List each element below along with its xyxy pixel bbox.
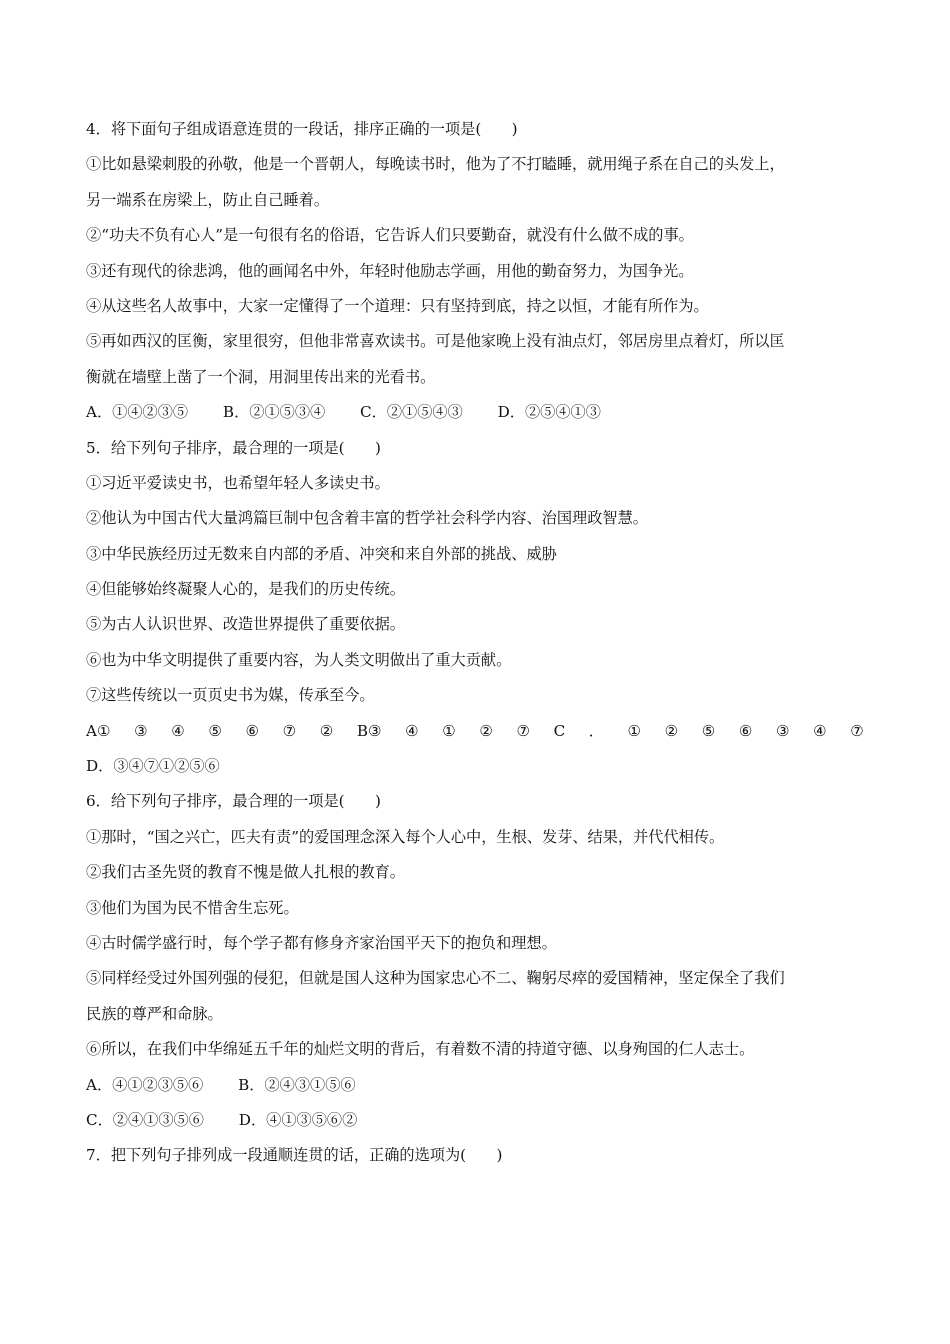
- option-token: ③: [134, 721, 148, 740]
- question-4-stem: 4．将下面句子组成语意连贯的一段话，排序正确的一项是( ): [86, 120, 518, 138]
- option-token: ⑦: [850, 721, 864, 740]
- question-5-sentence: ⑤为古人认识世界、改造世界提供了重要依据。: [86, 615, 405, 634]
- option-token: C: [553, 721, 566, 740]
- question-6-sentence: ⑥所以，在我们中华绵延五千年的灿烂文明的背后，有着数不清的持道守德、以身殉国的仁人志士。: [86, 1040, 755, 1059]
- option-token: ②: [664, 721, 679, 740]
- question-6-sentence: ④古时儒学盛行时，每个学子都有修身齐家治国平天下的抱负和理想。: [86, 933, 557, 952]
- question-4-sentence: ①比如悬梁刺股的孙敬，他是一个晋朝人，每晚读书时，他为了不打瞌睡，就用绳子系在自己的头发上，: [86, 155, 785, 174]
- question-4-options: [86, 395, 876, 430]
- question-6-options-row-1: [86, 1068, 876, 1103]
- question-7-stem: 7．把下列句子排列成一段通顺连贯的话，正确的选项为( ): [86, 1146, 503, 1165]
- option-a: A．④①②③⑤⑥: [86, 1075, 204, 1094]
- question-5-sentence: ④但能够始终凝聚人心的，是我们的历史传统。: [86, 580, 405, 599]
- option-token: ⑦: [282, 721, 297, 740]
- option-b: B．②④③①⑤⑥: [238, 1075, 356, 1094]
- question-5-sentence: ①习近平爱读史书，也希望年轻人多读史书。: [86, 473, 390, 492]
- option-d: D．②⑤④①③: [497, 403, 601, 422]
- question-6-sentence: ⑤同样经受过外国列强的侵犯，但就是国人这种为国家忠心不二、鞠躬尽瘁的爱国精神，坚定保全了我们: [86, 969, 785, 988]
- option-c: C．②④①③⑤⑥: [86, 1110, 204, 1129]
- question-4-sentence: 衡就在墙壁上凿了一个洞，用洞里传出来的光看书。: [86, 367, 436, 386]
- option-token: ．: [588, 721, 604, 740]
- question-4-sentence: 另一端系在房梁上，防止自己睡着。: [86, 190, 329, 209]
- question-4-sentence: ⑤再如西汉的匡衡，家里很穷，但他非常喜欢读书。可是他家晚上没有油点灯，邻居房里点着灯，所以匡: [86, 332, 785, 351]
- question-4-sentence: ②“功夫不负有心人”是一句很有名的俗语，它告诉人们只要勤奋，就没有什么做不成的事。: [86, 226, 694, 245]
- question-5-sentence: ⑥也为中华文明提供了重要内容，为人类文明做出了重大贡献。: [86, 650, 512, 669]
- option-token: ②: [319, 721, 334, 740]
- option-token: ⑤: [701, 721, 716, 740]
- option-a: A．①④②③⑤: [86, 403, 189, 422]
- question-5-stem: 5．给下列句子排序，最合理的一项是( ): [86, 438, 381, 457]
- option-token: B③: [356, 721, 382, 740]
- question-6-sentence: ①那时，“国之兴亡，匹夫有责”的爱国理念深入每个人心中，生根、发芽、结果，并代代相传。: [86, 827, 725, 846]
- option-token: ⑦: [516, 721, 531, 740]
- question-4-sentence: ④从这些名人故事中，大家一定懂得了一个道理：只有坚持到底，持之以恒，才能有所作为。: [86, 296, 709, 315]
- question-6-stem: 6．给下列句子排序，最合理的一项是( ): [86, 792, 381, 811]
- option-d: D．④①③⑤⑥②: [238, 1110, 358, 1129]
- question-6-sentence: ③他们为国为民不惜舍生忘死。: [86, 898, 299, 917]
- option-token: ①: [627, 721, 642, 740]
- question-5-sentence: ⑦这些传统以一页页史书为媒，传承至今。: [86, 686, 375, 705]
- question-5-option-d: D．③④⑦①②⑤⑥: [86, 757, 220, 776]
- option-token: ④: [405, 721, 419, 740]
- option-token: ③: [775, 721, 790, 740]
- question-6-options-row-2: [86, 1103, 876, 1138]
- option-token: ⑥: [738, 721, 753, 740]
- question-4-sentence: ③还有现代的徐悲鸿，他的画闻名中外，年轻时他励志学画，用他的勤奋努力，为国争光。: [86, 261, 694, 280]
- question-6-sentence: ②我们古圣先贤的教育不愧是做人扎根的教育。: [86, 863, 405, 882]
- option-token: ②: [479, 721, 493, 740]
- question-5-sentence: ③中华民族经历过无数来自内部的矛盾、冲突和来自外部的挑战、威胁: [86, 544, 557, 563]
- option-token: ⑥: [245, 721, 260, 740]
- option-token: ⑤: [208, 721, 222, 740]
- option-c: C．②①⑤④③: [360, 403, 463, 422]
- option-token: ④: [171, 721, 185, 740]
- question-6-sentence: 民族的尊严和命脉。: [86, 1004, 223, 1023]
- option-b: B．②①⑤③④: [222, 403, 326, 422]
- question-5-sentence: ②他认为中国古代大量鸿篇巨制中包含着丰富的哲学社会科学内容、治国理政智慧。: [86, 509, 648, 528]
- option-token: ④: [813, 721, 827, 740]
- question-5-options-row: [86, 714, 864, 749]
- option-token: A①: [86, 721, 111, 740]
- option-token: ①: [442, 721, 456, 740]
- document-content: [86, 112, 876, 1174]
